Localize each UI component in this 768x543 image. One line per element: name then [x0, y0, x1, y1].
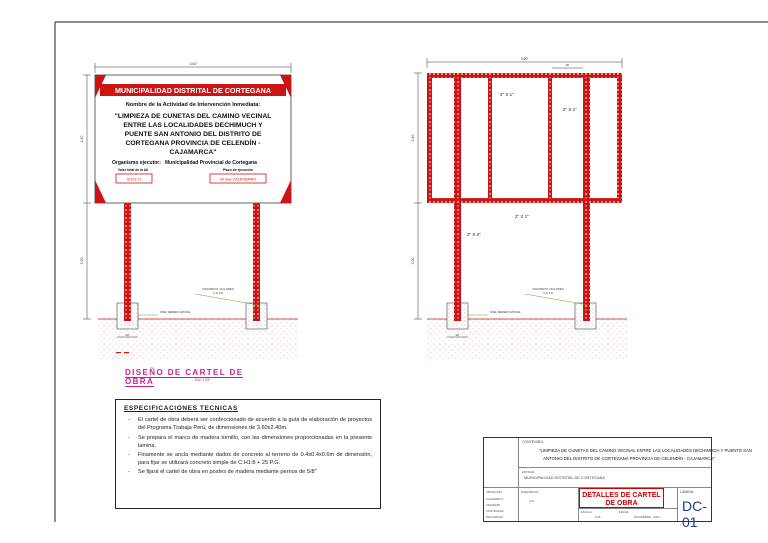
frame-label-bottom: 2" X 1": [515, 214, 529, 219]
frame-post-2: [583, 78, 590, 321]
location-label: UBICACIÓN:: [486, 490, 503, 494]
dim-frame-width: 3.60: [520, 57, 528, 61]
title-block-logo-cell: [484, 438, 519, 488]
spec-item: - Se fijará el cartel de obra en postes de madera mediante pernos de 5/8": [138, 468, 372, 476]
frame-left-edge: [427, 73, 432, 203]
sign-activity-label: Nombre de la Actividad de Intervención Inmediata:: [125, 102, 261, 108]
dim-sign-width: 3.60: [189, 62, 197, 66]
spec-item: - Se prepara el marco de madera tornillo, con las dimensiones proporcionadas en la presente lamina.: [138, 434, 372, 450]
dim-frame-post-height: 2.00: [411, 257, 415, 265]
client-name: MUNICIPALIDAD DISTRITAL DE CORTEGANA: [524, 476, 605, 480]
post-left-1: [124, 203, 131, 321]
sign-front-view: [80, 62, 298, 361]
design-title: [125, 368, 275, 386]
ground-note-right: NIVEL TERRENO NATURAL: [490, 311, 521, 314]
ground-note-left: NIVEL TERRENO NATURAL: [160, 311, 191, 314]
sign-institution: MUNICIPALIDAD DISTRITAL DE CORTEGANA: [114, 86, 272, 95]
frame-stud-2: [548, 78, 552, 198]
title-block-designer: [519, 488, 579, 521]
sign-total-value: S/223,71: [126, 177, 142, 182]
project-line-2: ANTONIO DEL DISTRITO DE CORTEGANA PROVINCIA DE CELENDÍN - CAJAMARCA": [543, 456, 715, 461]
location-region: CAJAMARCA: [486, 497, 504, 501]
spec-item: - Finamente se ancla mediante dados de concreto al terreno de 0.4x0.4x0.6m de dimensión, para fijar se utilizará concreto simple de C:H1:8 + 25 P.G.: [138, 451, 372, 467]
concrete-note-left: CONCRETO: CICLOPEO: [202, 287, 234, 291]
design-scale: Esc: 1/25: [195, 378, 210, 382]
title-block-project: [519, 438, 752, 468]
dim-footing-left: .40: [124, 333, 130, 337]
specifications-box: [115, 399, 381, 509]
concrete-note-right-2: C:H 1:8: [543, 291, 553, 295]
sign-term-label: Plazo de ejecución: [222, 168, 254, 172]
dim-frame-sub: .90: [564, 63, 570, 67]
sheet-label: LÁMINA:: [680, 490, 695, 494]
concrete-note-right: CONCRETO: CICLOPEO: [532, 287, 564, 291]
designer-name: A.M.: [529, 499, 535, 503]
sign-project-line-5: CAJAMARCA": [169, 149, 217, 156]
dim-post-height: 2.00: [80, 257, 84, 265]
sign-organism-label: Organismo ejecutor:: [112, 160, 161, 166]
sign-project-line-1: "LIMPIEZA DE CUNETAS DEL CAMINO VECINAL: [114, 113, 272, 120]
title-block-client: [519, 468, 711, 488]
project-label: CONTENIDO:: [522, 440, 544, 444]
sign-term-value: 30 días CALENDARIO: [219, 177, 257, 182]
client-label: ENTIDAD:: [522, 470, 536, 474]
drawing-title: DETALLES DE CARTEL DE OBRA: [582, 492, 661, 507]
sign-project-line-4: CORTEGANA PROVINCIA DE CELENDÍN -: [125, 140, 261, 147]
location-district: CORTEGANA: [486, 509, 504, 513]
sign-frame-view: [411, 57, 627, 361]
project-text: [539, 447, 752, 463]
dim-footing-right: .40: [454, 333, 460, 337]
title-block-drawing: [579, 488, 664, 508]
frame-top-beam: [427, 73, 622, 78]
scale-label: ESCALA:: [581, 510, 593, 514]
sign-total-label: Valor total de la AII: [117, 168, 149, 172]
frame-label-top-2: 2" X 1": [563, 107, 577, 112]
concrete-note-left-2: C:H 1:8: [213, 291, 223, 295]
location-province: CELENDIN: [486, 503, 501, 507]
scale-value: 1/25: [595, 515, 601, 519]
specifications-title: ESPECIFICACIONES TECNICAS: [124, 405, 238, 412]
title-block-location: [484, 488, 519, 521]
date-label: FECHA:: [619, 510, 630, 514]
frame-right-edge: [617, 73, 622, 203]
sheet-code: DC-01: [682, 498, 707, 530]
title-block-code: [677, 488, 712, 530]
location-place: DECHIMUCH: [486, 515, 504, 519]
designer-label: DISEÑADOR:: [521, 490, 539, 494]
dim-frame-height: 2.40: [411, 134, 415, 142]
design-title-text: DISEÑO DE CARTEL DE OBRA: [125, 368, 244, 386]
spec-item: - El cartel de obra deberá ser confeccionado de acuerdo a la guía de elaboración de proyectos del Programa Trabaja Perú, de dimensiones de 3.60x2.40m.: [138, 416, 372, 432]
frame-label-post: 2" X 4": [467, 232, 481, 237]
date-value: NOVIEMBRE - 2020: [634, 515, 660, 519]
dim-sign-height: 2.40: [80, 135, 84, 143]
title-block-date: [579, 508, 677, 521]
sign-project-line-3: PUENTE SAN ANTONIO DEL DISTRITO DE: [124, 131, 262, 138]
specifications-list: [124, 416, 372, 476]
sign-organism-value: Municipalidad Provincial de Cortegana: [165, 160, 257, 166]
frame-post-1: [454, 78, 461, 321]
frame-label-top-1: 2" X 1": [500, 92, 514, 97]
sign-project-line-2: ENTRE LAS LOCALIDADES DECHIMUCH Y: [123, 122, 263, 129]
project-line-1: "LIMPIEZA DE CUNETAS DEL CAMINO VECINAL ENTRE LAS LOCALIDADES DECHIMUCH Y PUENTE SAN: [539, 448, 752, 453]
post-left-2: [253, 203, 260, 321]
title-block: [483, 437, 752, 530]
frame-stud-1: [488, 78, 492, 198]
